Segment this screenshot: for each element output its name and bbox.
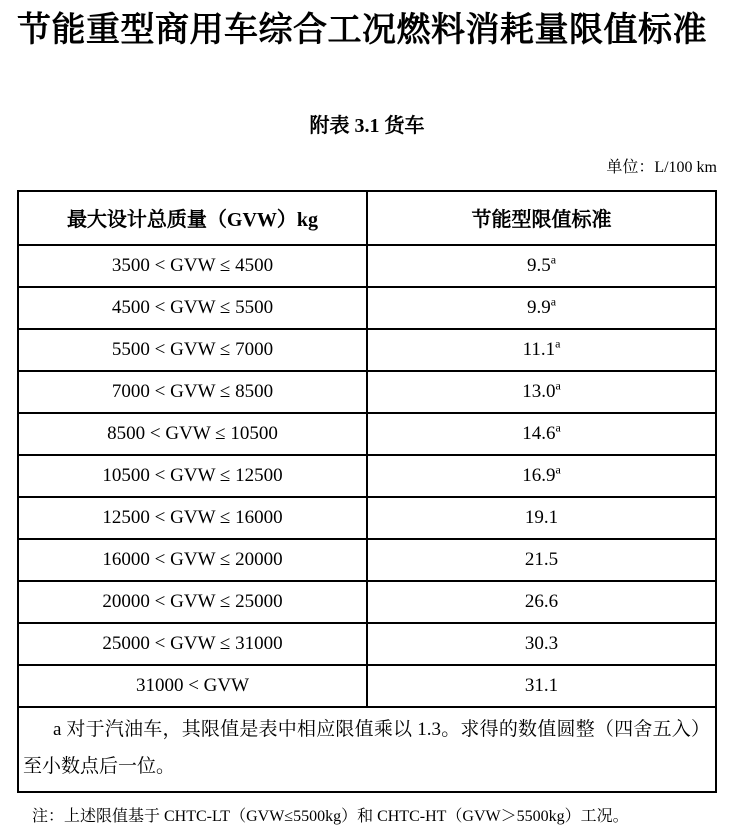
table-header-row	[18, 191, 716, 245]
limit-value: 19.1	[524, 506, 559, 528]
table-row	[18, 539, 716, 581]
limit-value: 21.5	[524, 548, 559, 570]
limit-superscript: a	[555, 378, 561, 393]
unit-label: 单位：L/100 km	[606, 158, 717, 176]
table-row	[18, 497, 716, 539]
note-text: 注：上述限值基于 CHTC-LT（GVW≤5500kg）和 CHTC-HT（GVW＞5500kg）工况。	[32, 807, 629, 825]
gvw-range-cell: 12500 < GVW ≤ 16000	[18, 497, 367, 539]
table-footnote: a 对于汽油车，其限值是表中相应限值乘以 1.3。求得的数值圆整（四舍五入）至小数点后一位。	[18, 707, 716, 792]
limit-superscript: a	[555, 336, 561, 351]
limit-value-cell	[367, 413, 716, 455]
table-row	[18, 413, 716, 455]
gvw-range-cell: 16000 < GVW ≤ 20000	[18, 539, 367, 581]
table-header-limit: 节能型限值标准	[367, 191, 716, 245]
table-row	[18, 581, 716, 623]
limit-value-cell	[367, 539, 716, 581]
limit-value-cell	[367, 455, 716, 497]
limit-value: 14.6	[522, 422, 556, 444]
limit-value-cell	[367, 665, 716, 707]
gvw-range-cell: 3500 < GVW ≤ 4500	[18, 245, 367, 287]
limit-superscript: a	[555, 420, 561, 435]
gvw-range-cell: 8500 < GVW ≤ 10500	[18, 413, 367, 455]
gvw-range-cell: 20000 < GVW ≤ 25000	[18, 581, 367, 623]
limit-value-cell	[367, 329, 716, 371]
limit-superscript: a	[550, 294, 557, 309]
table-row	[18, 371, 716, 413]
limit-value-cell	[367, 245, 716, 287]
table-row	[18, 665, 716, 707]
limit-value: 11.1	[522, 338, 556, 360]
gvw-range-cell: 10500 < GVW ≤ 12500	[18, 455, 367, 497]
limit-value: 26.6	[524, 590, 559, 612]
table-row	[18, 329, 716, 371]
limit-value-cell	[367, 371, 716, 413]
limit-superscript: a	[555, 462, 561, 477]
table-body	[18, 245, 716, 792]
gvw-range-cell: 5500 < GVW ≤ 7000	[18, 329, 367, 371]
limit-value: 9.5	[526, 254, 551, 276]
table-header-gvw: 最大设计总质量（GVW）kg	[18, 191, 367, 245]
table-caption: 附表 3.1 货车	[309, 114, 425, 137]
fuel-limit-table	[17, 190, 717, 793]
limit-value-cell	[367, 497, 716, 539]
page-title: 节能重型商用车综合工况燃料消耗量限值标准	[17, 12, 707, 49]
limit-value: 30.3	[524, 632, 559, 654]
limit-superscript: a	[550, 252, 557, 267]
gvw-range-cell: 4500 < GVW ≤ 5500	[18, 287, 367, 329]
limit-value-cell	[367, 581, 716, 623]
limit-value: 31.1	[524, 674, 559, 696]
table-footnote-row	[18, 707, 716, 792]
limit-value: 9.9	[526, 296, 551, 318]
table-row	[18, 245, 716, 287]
limit-value-cell	[367, 623, 716, 665]
limit-value-cell	[367, 287, 716, 329]
gvw-range-cell: 7000 < GVW ≤ 8500	[18, 371, 367, 413]
table-row	[18, 287, 716, 329]
table-row	[18, 455, 716, 497]
gvw-range-cell: 31000 < GVW	[18, 665, 367, 707]
gvw-range-cell: 25000 < GVW ≤ 31000	[18, 623, 367, 665]
limit-value: 16.9	[522, 464, 556, 486]
table-row	[18, 623, 716, 665]
limit-value: 13.0	[522, 380, 556, 402]
